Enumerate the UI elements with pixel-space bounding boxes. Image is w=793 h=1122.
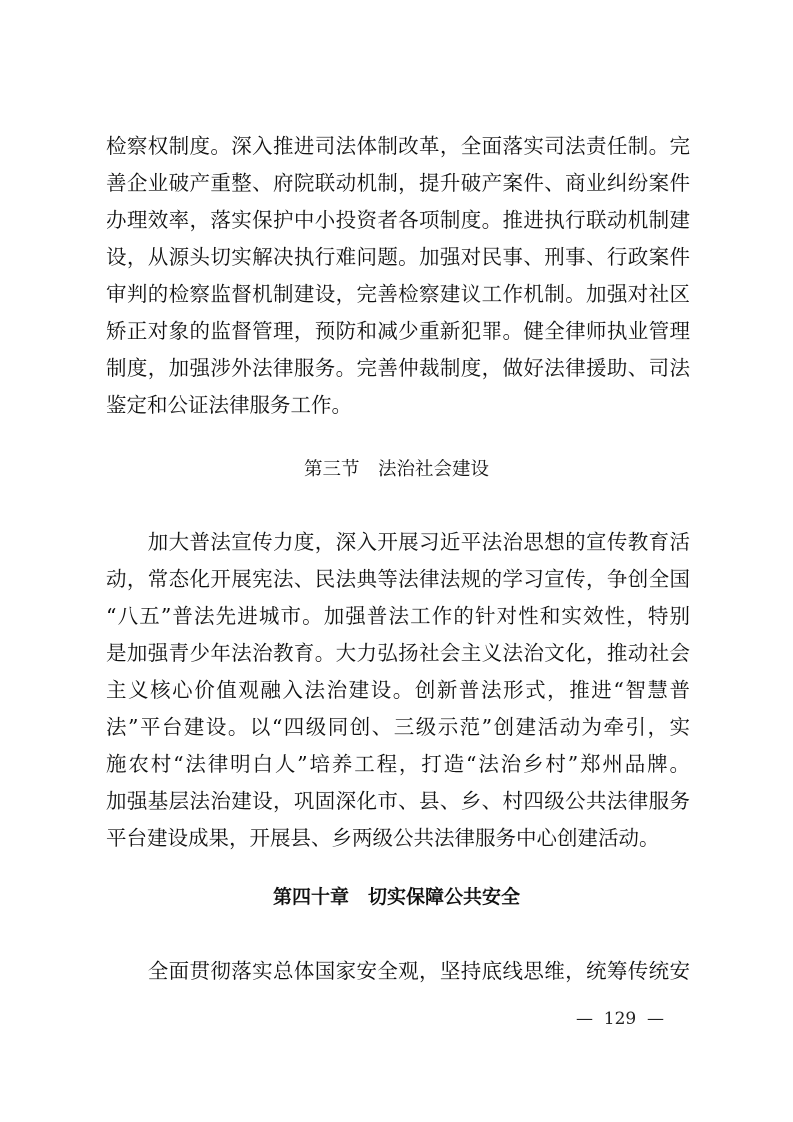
paragraph-line: 法”平台建设。以“四级同创、三级示范”创建活动为牵引，实 xyxy=(106,715,690,739)
section-heading: 第三节 法治社会建设 xyxy=(303,459,489,480)
chapter-heading: 第四十章 切实保障公共安全 xyxy=(272,886,520,908)
paragraph-line: 施农村“法律明白人”培养工程，打造“法治乡村”郑州品牌。 xyxy=(106,752,690,776)
paragraph-line: 制度，加强涉外法律服务。完善仲裁制度，做好法律援助、司法 xyxy=(106,356,690,380)
paragraph-line: 主义核心价值观融入法治建设。创新普法形式，推进“智慧普 xyxy=(106,678,690,702)
paragraph-line: 是加强青少年法治教育。大力弘扬社会主义法治文化，推动社会 xyxy=(106,641,690,665)
paragraph-line: 矫正对象的监督管理，预防和减少重新犯罪。健全律师执业管理 xyxy=(106,319,690,343)
paragraph-line: 设，从源头切实解决执行难问题。加强对民事、刑事、行政案件 xyxy=(106,245,690,269)
paragraph-line: 加大普法宣传力度，深入开展习近平法治思想的宣传教育活 xyxy=(106,530,690,554)
paragraph-line: 检察权制度。深入推进司法体制改革，全面落实司法责任制。完 xyxy=(106,134,690,158)
paragraph-line: 全面贯彻落实总体国家安全观，坚持底线思维，统筹传统安 xyxy=(106,959,690,983)
paragraph-line: 加强基层法治建设，巩固深化市、县、乡、村四级公共法律服务 xyxy=(106,789,690,813)
paragraph-line: 善企业破产重整、府院联动机制，提升破产案件、商业纠纷案件 xyxy=(106,171,690,195)
page-number: — 129 — xyxy=(575,1009,665,1029)
paragraph-line: “八五”普法先进城市。加强普法工作的针对性和实效性，特别 xyxy=(106,604,690,628)
paragraph-line: 审判的检察监督机制建设，完善检察建议工作机制。加强对社区 xyxy=(106,282,690,306)
paragraph-line: 平台建设成果，开展县、乡两级公共法律服务中心创建活动。 xyxy=(106,826,660,850)
paragraph-line: 动，常态化开展宪法、民法典等法律法规的学习宣传，争创全国 xyxy=(106,567,690,591)
paragraph-line: 办理效率，落实保护中小投资者各项制度。推进执行联动机制建 xyxy=(106,208,690,232)
paragraph-line: 鉴定和公证法律服务工作。 xyxy=(106,393,352,417)
